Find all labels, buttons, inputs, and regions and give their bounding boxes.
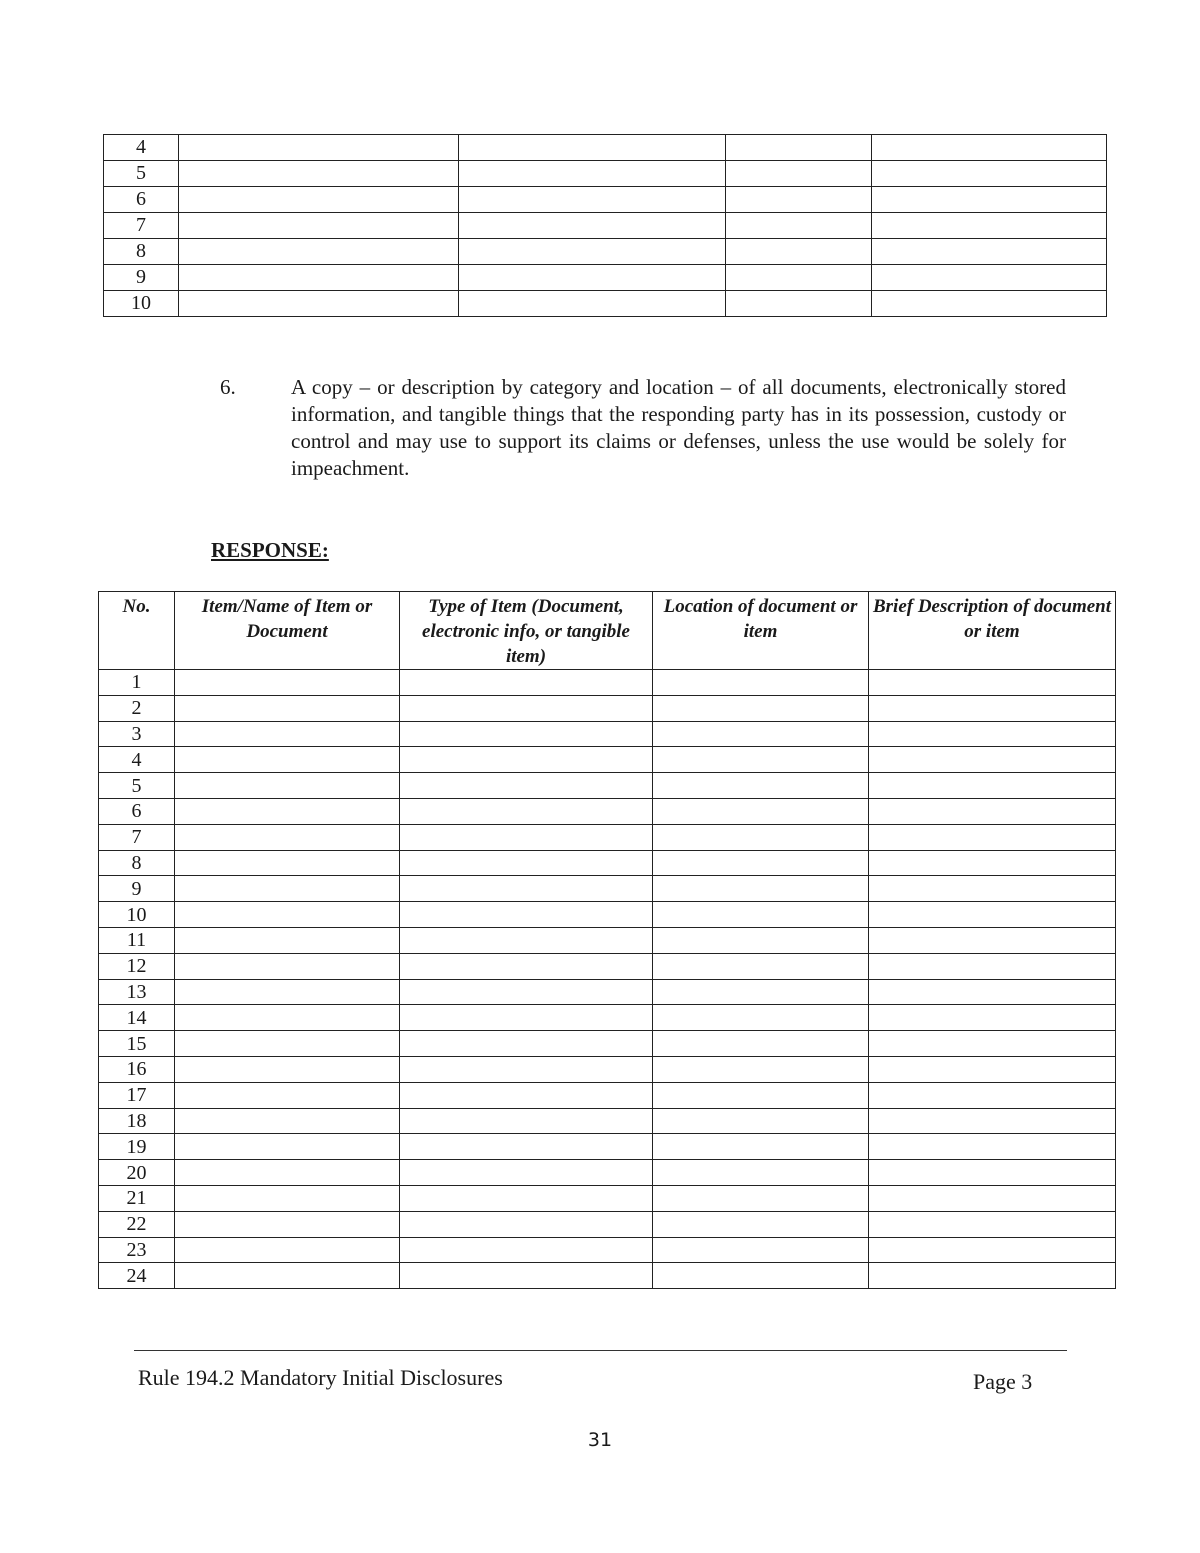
row-number: 16 bbox=[99, 1056, 175, 1082]
header-item-name: Item/Name of Item or Document bbox=[175, 592, 400, 670]
header-location: Location of document or item bbox=[653, 592, 869, 670]
row-number: 18 bbox=[99, 1108, 175, 1134]
blank-cell[interactable] bbox=[179, 239, 459, 265]
row-number: 10 bbox=[104, 291, 179, 317]
table-row bbox=[99, 850, 1116, 876]
blank-cell[interactable] bbox=[872, 161, 1107, 187]
blank-cell[interactable] bbox=[175, 1263, 400, 1289]
row-number: 11 bbox=[99, 927, 175, 953]
row-number: 4 bbox=[104, 135, 179, 161]
row-number: 24 bbox=[99, 1263, 175, 1289]
blank-cell[interactable] bbox=[459, 265, 726, 291]
blank-cell[interactable] bbox=[175, 1211, 400, 1237]
blank-cell[interactable] bbox=[175, 773, 400, 799]
table-row bbox=[99, 695, 1116, 721]
table-row bbox=[99, 876, 1116, 902]
blank-cell[interactable] bbox=[869, 927, 1116, 953]
blank-cell[interactable] bbox=[175, 902, 400, 928]
blank-cell[interactable] bbox=[653, 798, 869, 824]
row-number: 15 bbox=[99, 1031, 175, 1057]
row-number: 9 bbox=[104, 265, 179, 291]
blank-cell[interactable] bbox=[726, 161, 872, 187]
blank-cell[interactable] bbox=[175, 927, 400, 953]
table-row bbox=[99, 1237, 1116, 1263]
blank-cell[interactable] bbox=[179, 291, 459, 317]
blank-cell[interactable] bbox=[653, 747, 869, 773]
blank-cell[interactable] bbox=[179, 161, 459, 187]
blank-cell[interactable] bbox=[869, 824, 1116, 850]
blank-cell[interactable] bbox=[400, 1237, 653, 1263]
row-number: 1 bbox=[99, 670, 175, 696]
blank-cell[interactable] bbox=[400, 1056, 653, 1082]
blank-cell[interactable] bbox=[869, 902, 1116, 928]
table-row bbox=[99, 1185, 1116, 1211]
blank-cell[interactable] bbox=[400, 850, 653, 876]
row-number: 5 bbox=[104, 161, 179, 187]
blank-cell[interactable] bbox=[872, 265, 1107, 291]
blank-cell[interactable] bbox=[175, 979, 400, 1005]
header-description: Brief Description of document or item bbox=[869, 592, 1116, 670]
blank-cell[interactable] bbox=[459, 135, 726, 161]
blank-cell[interactable] bbox=[653, 1160, 869, 1186]
table-row bbox=[104, 265, 1107, 291]
table-row bbox=[104, 291, 1107, 317]
table-row bbox=[99, 1031, 1116, 1057]
table-row bbox=[104, 213, 1107, 239]
blank-cell[interactable] bbox=[653, 927, 869, 953]
blank-cell[interactable] bbox=[869, 1108, 1116, 1134]
row-number: 4 bbox=[99, 747, 175, 773]
blank-cell[interactable] bbox=[869, 953, 1116, 979]
blank-cell[interactable] bbox=[653, 1134, 869, 1160]
blank-cell[interactable] bbox=[179, 187, 459, 213]
blank-cell[interactable] bbox=[400, 670, 653, 696]
blank-cell[interactable] bbox=[459, 239, 726, 265]
row-number: 7 bbox=[104, 213, 179, 239]
blank-cell[interactable] bbox=[869, 1185, 1116, 1211]
blank-cell[interactable] bbox=[869, 721, 1116, 747]
blank-cell[interactable] bbox=[459, 213, 726, 239]
blank-cell[interactable] bbox=[726, 291, 872, 317]
blank-cell[interactable] bbox=[175, 670, 400, 696]
blank-cell[interactable] bbox=[869, 695, 1116, 721]
blank-cell[interactable] bbox=[653, 1082, 869, 1108]
blank-cell[interactable] bbox=[179, 265, 459, 291]
blank-cell[interactable] bbox=[872, 187, 1107, 213]
table-row bbox=[99, 747, 1116, 773]
blank-cell[interactable] bbox=[459, 161, 726, 187]
blank-cell[interactable] bbox=[400, 1031, 653, 1057]
blank-cell[interactable] bbox=[726, 213, 872, 239]
row-number: 10 bbox=[99, 902, 175, 928]
table-row bbox=[99, 953, 1116, 979]
blank-cell[interactable] bbox=[726, 187, 872, 213]
blank-cell[interactable] bbox=[175, 1005, 400, 1031]
page-number: 31 bbox=[587, 1429, 613, 1451]
blank-cell[interactable] bbox=[400, 1211, 653, 1237]
blank-cell[interactable] bbox=[653, 850, 869, 876]
table-row bbox=[99, 670, 1116, 696]
blank-cell[interactable] bbox=[869, 798, 1116, 824]
blank-cell[interactable] bbox=[175, 1031, 400, 1057]
table-row bbox=[104, 135, 1107, 161]
blank-cell[interactable] bbox=[869, 850, 1116, 876]
blank-cell[interactable] bbox=[400, 1108, 653, 1134]
blank-cell[interactable] bbox=[869, 773, 1116, 799]
blank-cell[interactable] bbox=[653, 695, 869, 721]
blank-cell[interactable] bbox=[726, 265, 872, 291]
blank-cell[interactable] bbox=[400, 1263, 653, 1289]
row-number: 8 bbox=[99, 850, 175, 876]
table-row bbox=[99, 979, 1116, 1005]
continued-table bbox=[103, 134, 1107, 317]
blank-cell[interactable] bbox=[175, 721, 400, 747]
row-number: 13 bbox=[99, 979, 175, 1005]
row-number: 12 bbox=[99, 953, 175, 979]
blank-cell[interactable] bbox=[400, 1134, 653, 1160]
blank-cell[interactable] bbox=[869, 1263, 1116, 1289]
table-row bbox=[104, 161, 1107, 187]
blank-cell[interactable] bbox=[869, 1211, 1116, 1237]
blank-cell[interactable] bbox=[400, 902, 653, 928]
row-number: 20 bbox=[99, 1160, 175, 1186]
blank-cell[interactable] bbox=[869, 1031, 1116, 1057]
blank-cell[interactable] bbox=[400, 773, 653, 799]
blank-cell[interactable] bbox=[400, 1005, 653, 1031]
blank-cell[interactable] bbox=[179, 213, 459, 239]
table-row bbox=[99, 798, 1116, 824]
blank-cell[interactable] bbox=[653, 1263, 869, 1289]
blank-cell[interactable] bbox=[653, 876, 869, 902]
table-row bbox=[99, 927, 1116, 953]
blank-cell[interactable] bbox=[869, 1160, 1116, 1186]
row-number: 6 bbox=[99, 798, 175, 824]
row-number: 19 bbox=[99, 1134, 175, 1160]
row-number: 5 bbox=[99, 773, 175, 799]
blank-cell[interactable] bbox=[653, 979, 869, 1005]
blank-cell[interactable] bbox=[653, 721, 869, 747]
blank-cell[interactable] bbox=[653, 953, 869, 979]
table-row bbox=[99, 1056, 1116, 1082]
blank-cell[interactable] bbox=[653, 773, 869, 799]
table-row bbox=[99, 902, 1116, 928]
blank-cell[interactable] bbox=[726, 239, 872, 265]
blank-cell[interactable] bbox=[400, 824, 653, 850]
row-number: 2 bbox=[99, 695, 175, 721]
blank-cell[interactable] bbox=[869, 876, 1116, 902]
response-table bbox=[98, 591, 1116, 1289]
blank-cell[interactable] bbox=[175, 1185, 400, 1211]
blank-cell[interactable] bbox=[653, 1031, 869, 1057]
blank-cell[interactable] bbox=[653, 1056, 869, 1082]
row-number: 3 bbox=[99, 721, 175, 747]
blank-cell[interactable] bbox=[175, 695, 400, 721]
blank-cell[interactable] bbox=[400, 695, 653, 721]
table-row bbox=[99, 1211, 1116, 1237]
blank-cell[interactable] bbox=[653, 902, 869, 928]
blank-cell[interactable] bbox=[400, 927, 653, 953]
table-row bbox=[99, 1263, 1116, 1289]
blank-cell[interactable] bbox=[653, 1005, 869, 1031]
blank-cell[interactable] bbox=[869, 979, 1116, 1005]
blank-cell[interactable] bbox=[869, 1134, 1116, 1160]
row-number: 22 bbox=[99, 1211, 175, 1237]
table-row bbox=[99, 773, 1116, 799]
blank-cell[interactable] bbox=[175, 1108, 400, 1134]
blank-cell[interactable] bbox=[869, 1056, 1116, 1082]
blank-cell[interactable] bbox=[175, 1082, 400, 1108]
table-row bbox=[99, 1005, 1116, 1031]
blank-cell[interactable] bbox=[400, 1082, 653, 1108]
row-number: 17 bbox=[99, 1082, 175, 1108]
blank-cell[interactable] bbox=[175, 747, 400, 773]
blank-cell[interactable] bbox=[869, 1237, 1116, 1263]
table-row bbox=[99, 1108, 1116, 1134]
table-row bbox=[99, 721, 1116, 747]
blank-cell[interactable] bbox=[175, 1237, 400, 1263]
blank-cell[interactable] bbox=[400, 979, 653, 1005]
blank-cell[interactable] bbox=[400, 747, 653, 773]
table-row bbox=[99, 1160, 1116, 1186]
table-row bbox=[104, 239, 1107, 265]
blank-cell[interactable] bbox=[869, 1005, 1116, 1031]
blank-cell[interactable] bbox=[175, 798, 400, 824]
blank-cell[interactable] bbox=[175, 1056, 400, 1082]
footer-page: Page 3 bbox=[973, 1369, 1033, 1394]
header-type: Type of Item (Document, electronic info, or tangible item) bbox=[400, 592, 653, 670]
blank-cell[interactable] bbox=[872, 291, 1107, 317]
blank-cell[interactable] bbox=[653, 1237, 869, 1263]
footer-rule bbox=[134, 1350, 1067, 1351]
blank-cell[interactable] bbox=[175, 850, 400, 876]
blank-cell[interactable] bbox=[869, 1082, 1116, 1108]
row-number: 21 bbox=[99, 1185, 175, 1211]
table-row bbox=[99, 1134, 1116, 1160]
blank-cell[interactable] bbox=[400, 721, 653, 747]
blank-cell[interactable] bbox=[653, 670, 869, 696]
blank-cell[interactable] bbox=[726, 135, 872, 161]
item-number: 6. bbox=[220, 375, 236, 399]
row-number: 8 bbox=[104, 239, 179, 265]
blank-cell[interactable] bbox=[400, 1160, 653, 1186]
row-number: 23 bbox=[99, 1237, 175, 1263]
blank-cell[interactable] bbox=[400, 953, 653, 979]
table-row bbox=[99, 824, 1116, 850]
blank-cell[interactable] bbox=[175, 953, 400, 979]
blank-cell[interactable] bbox=[653, 1185, 869, 1211]
blank-cell[interactable] bbox=[179, 135, 459, 161]
blank-cell[interactable] bbox=[175, 876, 400, 902]
blank-cell[interactable] bbox=[653, 1108, 869, 1134]
header-no: No. bbox=[99, 592, 175, 670]
blank-cell[interactable] bbox=[872, 213, 1107, 239]
blank-cell[interactable] bbox=[175, 1160, 400, 1186]
blank-cell[interactable] bbox=[653, 1211, 869, 1237]
item-text: A copy – or description by category and location – of all documents, electronically stored information, and tangible things that the responding party has in its possession, custody or control and may use to support its claims or defenses, unless the use would be solely for impeachment. bbox=[291, 375, 1066, 480]
row-number: 14 bbox=[99, 1005, 175, 1031]
table-row bbox=[104, 187, 1107, 213]
row-number: 9 bbox=[99, 876, 175, 902]
blank-cell[interactable] bbox=[459, 187, 726, 213]
blank-cell[interactable] bbox=[175, 1134, 400, 1160]
row-number: 7 bbox=[99, 824, 175, 850]
blank-cell[interactable] bbox=[872, 239, 1107, 265]
footer-title: Rule 194.2 Mandatory Initial Disclosures bbox=[138, 1365, 503, 1390]
row-number: 6 bbox=[104, 187, 179, 213]
blank-cell[interactable] bbox=[175, 824, 400, 850]
blank-cell[interactable] bbox=[869, 670, 1116, 696]
blank-cell[interactable] bbox=[459, 291, 726, 317]
blank-cell[interactable] bbox=[400, 798, 653, 824]
blank-cell[interactable] bbox=[400, 1185, 653, 1211]
blank-cell[interactable] bbox=[653, 824, 869, 850]
response-label: RESPONSE: bbox=[211, 538, 329, 562]
blank-cell[interactable] bbox=[400, 876, 653, 902]
blank-cell[interactable] bbox=[869, 747, 1116, 773]
blank-cell[interactable] bbox=[872, 135, 1107, 161]
header-row bbox=[99, 592, 1116, 670]
table-row bbox=[99, 1082, 1116, 1108]
